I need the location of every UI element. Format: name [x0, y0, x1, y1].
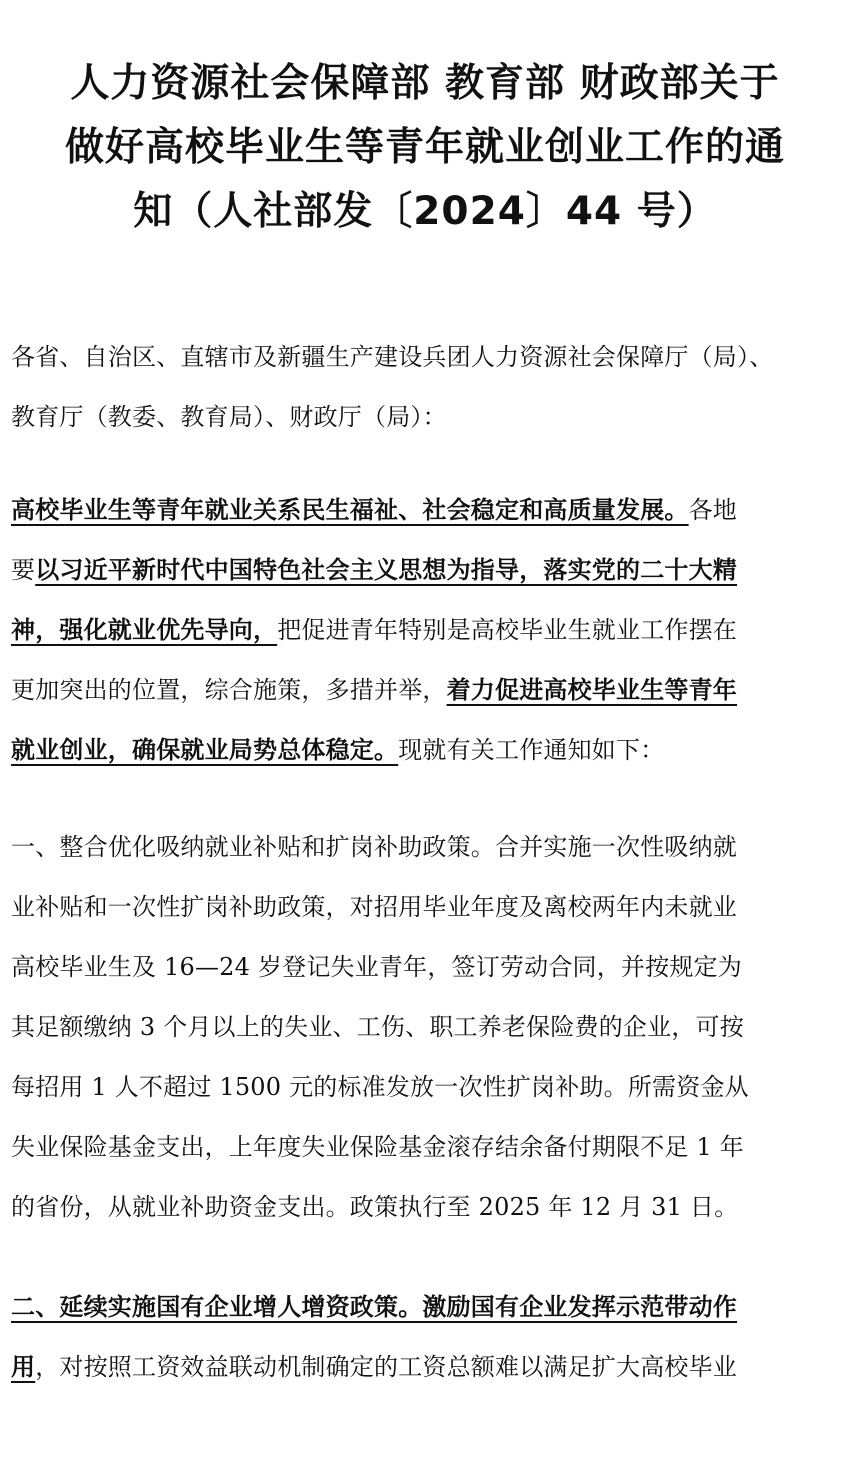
- title-line-1: 人力资源社会保障部 教育部 财政部关于: [70, 61, 780, 106]
- item-2-emphasis: 用: [11, 1352, 36, 1381]
- item-1-line-4: 其足额缴纳 3 个月以上的失业、工伤、职工养老保险费的企业，可按: [11, 1013, 744, 1041]
- intro-line-4: [11, 660, 841, 720]
- item-1-line-7: 的省份，从就业补助资金支出。政策执行至 2025 年 12 月 31 日。: [11, 1193, 739, 1221]
- item-2-emphasis: 二、延续实施国有企业增人增资政策。激励国有企业发挥示范带动作: [11, 1292, 737, 1321]
- intro-line-3: [11, 600, 841, 660]
- item-1-line-1: 一、整合优化吸纳就业补贴和扩岗补助政策。合并实施一次性吸纳就: [11, 833, 737, 861]
- intro-text: 各地: [688, 496, 738, 524]
- title-line-2: 做好高校毕业生等青年就业创业工作的通: [64, 125, 785, 170]
- item-2-line-2: [11, 1337, 841, 1397]
- intro-text: 要: [11, 556, 36, 584]
- document-title: [0, 52, 850, 244]
- item-1-line-5: 每招用 1 人不超过 1500 元的标准发放一次性扩岗补助。所需资金从: [11, 1073, 749, 1101]
- intro-paragraph: [11, 480, 841, 780]
- intro-text: 现就有关工作通知如下：: [398, 736, 665, 764]
- item-2-paragraph: [11, 1277, 841, 1397]
- intro-emphasis: 着力促进高校毕业生等青年: [446, 675, 738, 704]
- intro-line-2: [11, 540, 841, 600]
- intro-text: 把促进青年特别是高校毕业生就业工作摆在: [277, 616, 738, 644]
- intro-emphasis: 神，强化就业优先导向，: [11, 615, 278, 644]
- item-1-paragraph: [11, 817, 841, 1237]
- addressee-paragraph: [11, 327, 841, 447]
- item-2-line-1: [11, 1277, 841, 1337]
- item-1-line-6: 失业保险基金支出，上年度失业保险基金滚存结余备付期限不足 1 年: [11, 1133, 744, 1161]
- addressee-line-2: 教育厅（教委、教育局）、财政厅（局）：: [11, 403, 447, 431]
- intro-emphasis: 以习近平新时代中国特色社会主义思想为指导，落实党的二十大精: [35, 555, 738, 584]
- intro-emphasis: 高校毕业生等青年就业关系民生福祉、社会稳定和高质量发展。: [11, 495, 689, 524]
- intro-text: 更加突出的位置，综合施策，多措并举，: [11, 676, 447, 704]
- item-2-text: ，对按照工资效益联动机制确定的工资总额难以满足扩大高校毕业: [35, 1353, 738, 1381]
- intro-line-1: [11, 480, 841, 540]
- title-line-3: 知（人社部发〔2024〕44 号）: [133, 189, 717, 234]
- addressee-line-1: 各省、自治区、直辖市及新疆生产建设兵团人力资源社会保障厅（局）、: [11, 343, 774, 371]
- item-1-line-2: 业补贴和一次性扩岗补助政策，对招用毕业年度及离校两年内未就业: [11, 893, 737, 921]
- item-1-line-3: 高校毕业生及 16—24 岁登记失业青年，签订劳动合同，并按规定为: [11, 953, 742, 981]
- intro-line-5: [11, 720, 841, 780]
- intro-emphasis: 就业创业，确保就业局势总体稳定。: [11, 735, 399, 764]
